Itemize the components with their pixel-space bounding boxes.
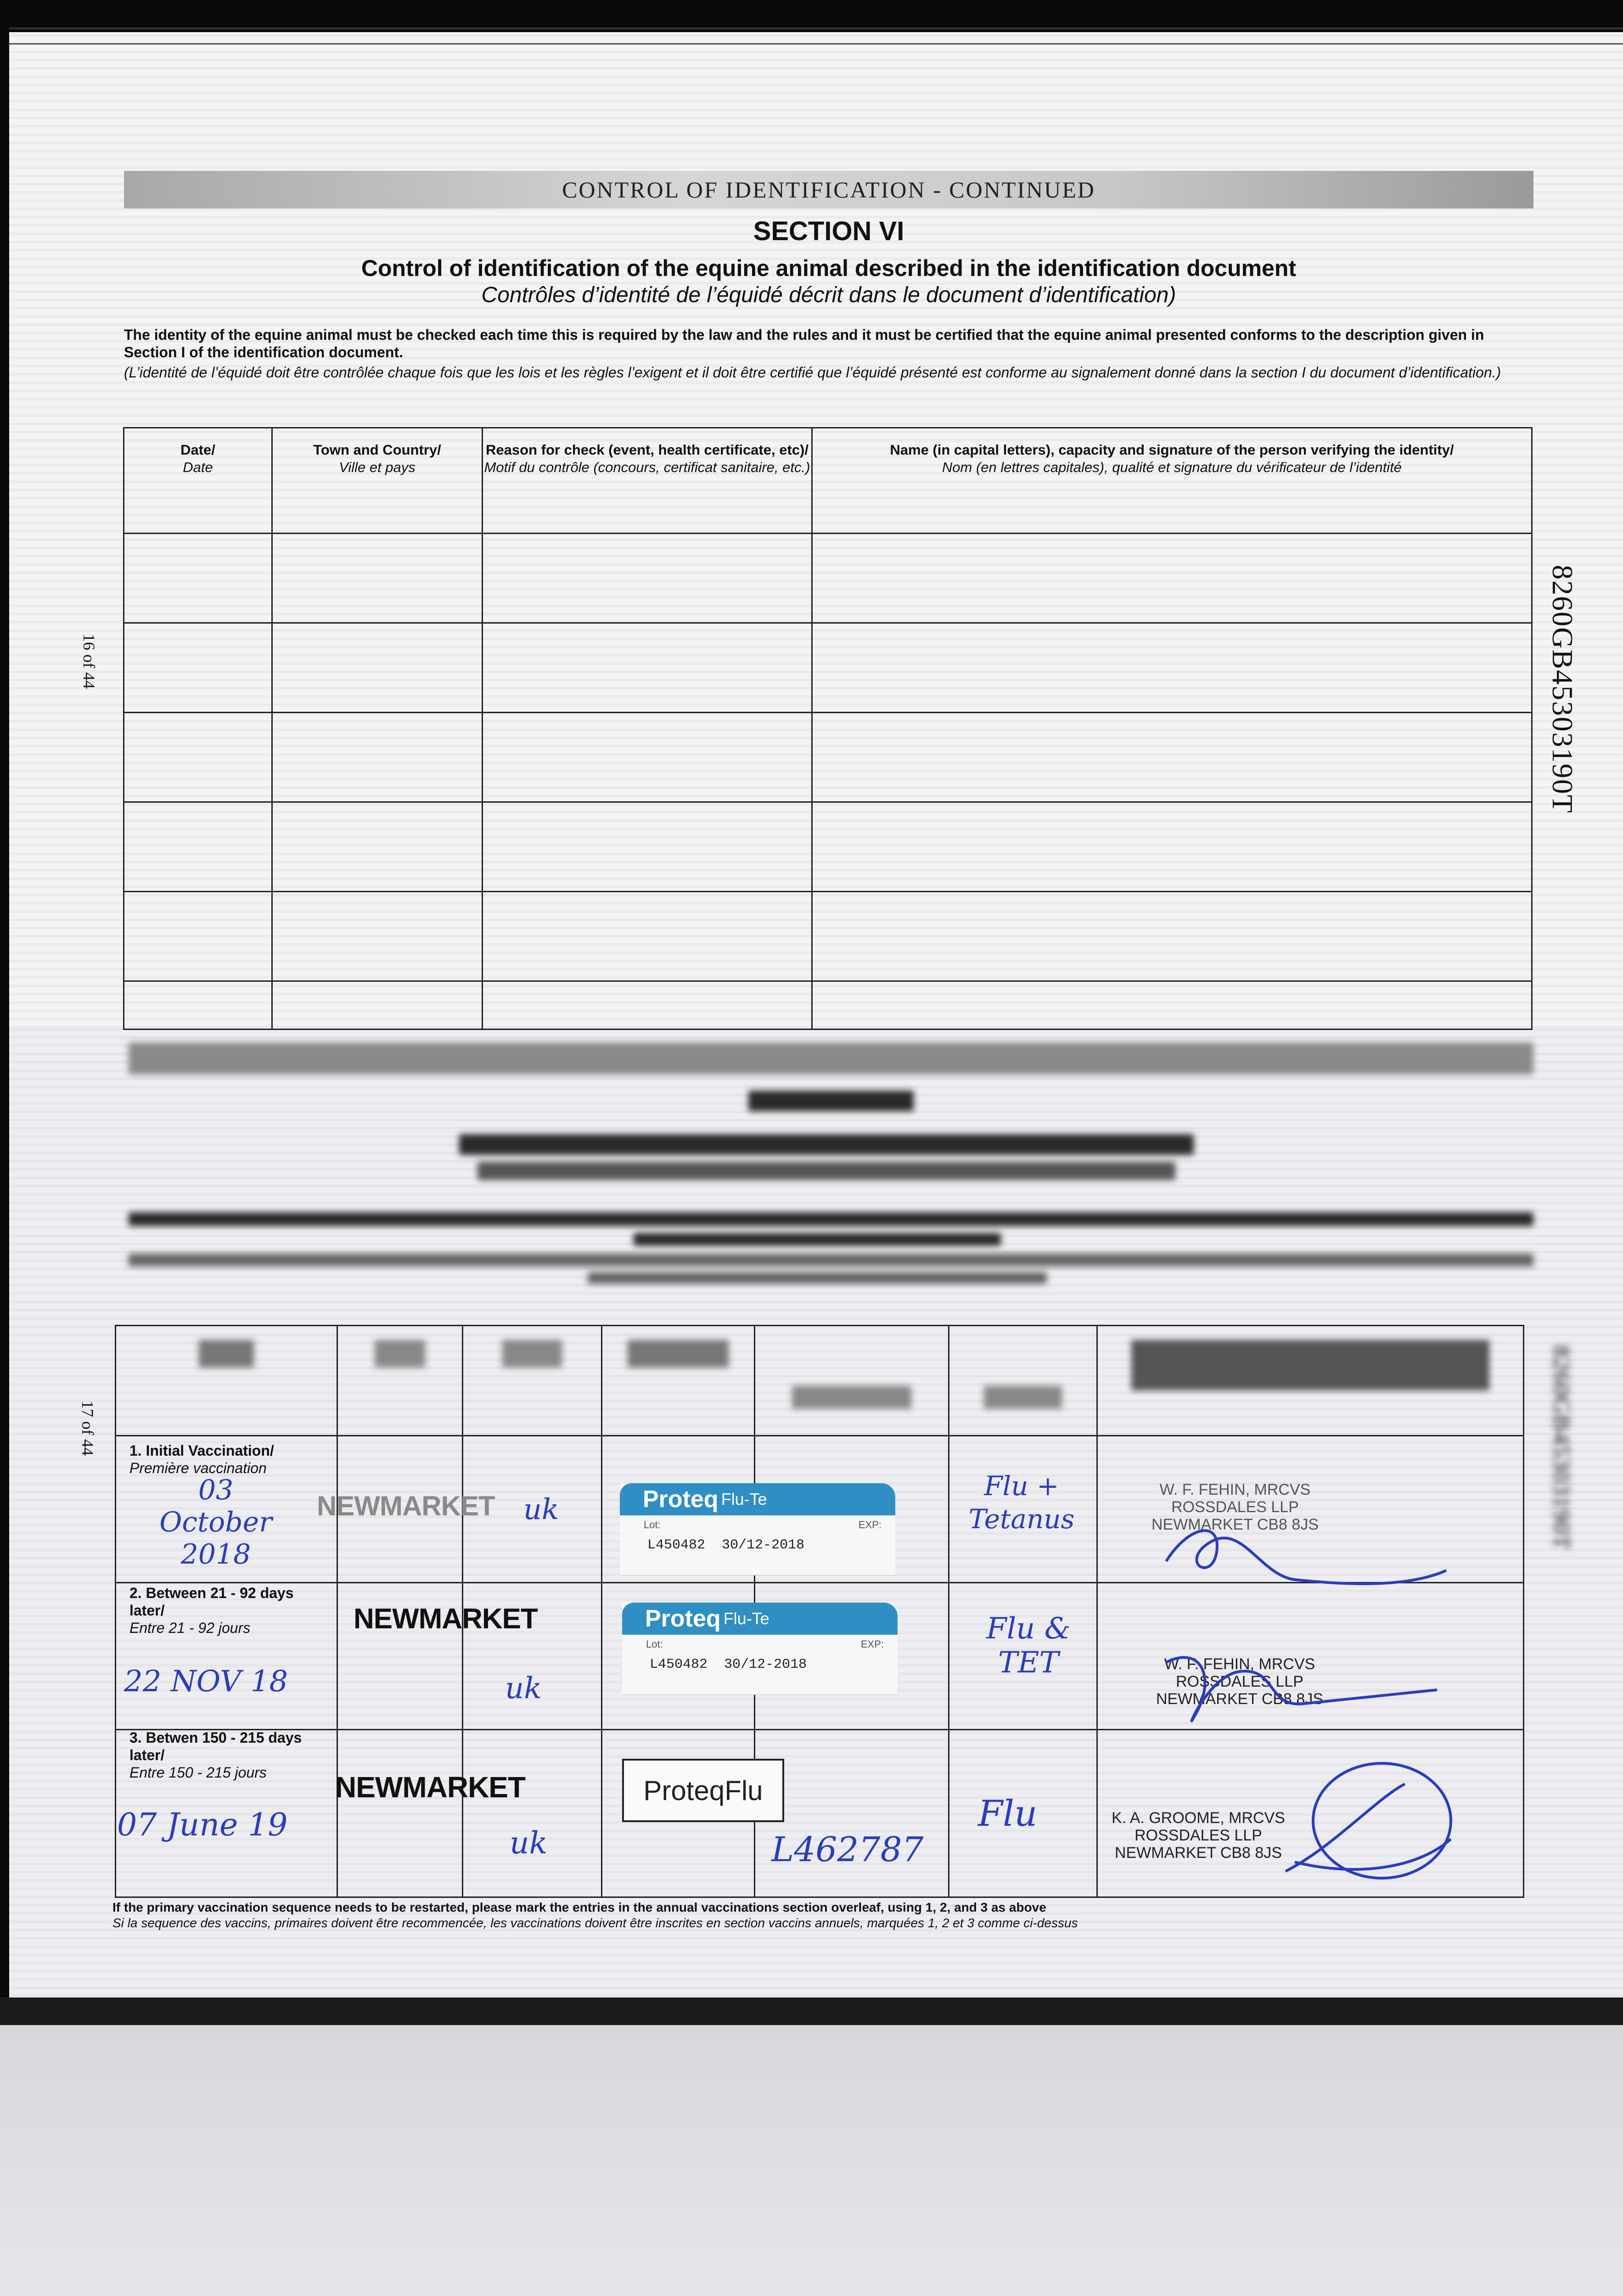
col-town-header: Town and Country/ Ville et pays bbox=[272, 428, 483, 534]
row-1-place: NEWMARKET bbox=[317, 1491, 495, 1521]
row-2-date: 22 NOV 18 bbox=[124, 1665, 288, 1699]
row-1-country: uk bbox=[523, 1492, 559, 1526]
heading-fr: Contrôles d’identité de l’équidé décrit dans le document d’identification) bbox=[481, 283, 1176, 307]
vac-header-row bbox=[116, 1326, 1524, 1436]
row-1-label: 1. Initial Vaccination/ Première vaccination bbox=[129, 1442, 274, 1476]
heading-en: Control of identification of the equine animal described in the identification document bbox=[361, 255, 1297, 281]
intro-fr: (L’identité de l’équidé doit être contrôlée chaque fois que les lois et les règles l’exigent et il doit être certifié que l’équidé présenté est conforme au signalement donné dans la section I du document d’identification.) bbox=[124, 364, 1501, 381]
section-banner bbox=[124, 171, 1533, 208]
row-2-vaccine-sticker: Proteq Flu-Te Lot: EXP: L450482 30/12-2018 bbox=[622, 1603, 898, 1694]
table-row bbox=[124, 623, 1532, 713]
row-2-place: NEWMARKET bbox=[354, 1603, 538, 1635]
blurred-header bbox=[129, 1042, 1533, 1300]
row-2-lot: L450482 30/12-2018 bbox=[650, 1657, 807, 1672]
col-date-header: Date/ Date bbox=[124, 428, 272, 534]
banner-title: CONTROL OF IDENTIFICATION - CONTINUED bbox=[562, 177, 1095, 203]
row-1-date: 03 October 2018 bbox=[159, 1474, 272, 1570]
row-3-vet-stamp: K. A. GROOME, MRCVS ROSSDALES LLP NEWMARKET CB8 8JS bbox=[1112, 1809, 1285, 1862]
table-row bbox=[124, 981, 1532, 1030]
row-2-vet-stamp: W. F. FEHIN, MRCVS ROSSDALES LLP NEWMARKET CB8 8JS bbox=[1156, 1655, 1323, 1708]
binding-edge bbox=[9, 28, 1623, 45]
row-1-lot: L450482 30/12-2018 bbox=[647, 1537, 805, 1553]
footnote-fr: Si la sequence des vaccins, primaires doivent être recommencée, les vaccinations doivent être inscrites en section vaccins annuels, marquées 1, 2 et 3 comme ci-dessus bbox=[112, 1916, 1078, 1930]
col-reason-header: Reason for check (event, health certificate, etc)/ Motif du contrôle (concours, certificat sanitaire, etc.) bbox=[483, 428, 812, 534]
row-3-place: NEWMARKET bbox=[335, 1771, 526, 1804]
table-row bbox=[124, 892, 1532, 981]
row-3-signature bbox=[1276, 1756, 1469, 1903]
row-3-date: 07 June 19 bbox=[117, 1807, 288, 1843]
row-2-disease: Flu & TET bbox=[986, 1612, 1071, 1680]
row-1-signature bbox=[1148, 1511, 1469, 1603]
row-2-country: uk bbox=[505, 1671, 542, 1705]
row-3-label: 3. Betwen 150 - 215 days later/ Entre 150 - 215 jours bbox=[129, 1729, 302, 1781]
passport-serial: 8260GB45303190T bbox=[1546, 565, 1579, 814]
table-header-row bbox=[124, 428, 1532, 534]
row-3-country: uk bbox=[510, 1825, 548, 1861]
table-row bbox=[124, 802, 1532, 892]
row-3-batch: L462787 bbox=[771, 1830, 924, 1869]
page-number-upper: 16 of 44 bbox=[80, 634, 98, 689]
page-number-lower: 17 of 44 bbox=[79, 1401, 97, 1456]
row-3-vaccine-stamp: ProteqFlu bbox=[622, 1759, 784, 1822]
row-1-vaccine-sticker: Proteq Flu-Te Lot: EXP: L450482 30/12-2018 bbox=[620, 1483, 895, 1575]
intro-en: The identity of the equine animal must be checked each time this is required by the law and the rules and it must be certified that the equine animal presented conforms to the description given in Section I of the identification document. bbox=[124, 326, 1484, 360]
row-1-disease: Flu + Tetanus bbox=[968, 1470, 1075, 1535]
row-3-disease: Flu bbox=[978, 1793, 1038, 1835]
table-row bbox=[124, 534, 1532, 623]
identity-check-table bbox=[123, 427, 1533, 1030]
table-row bbox=[124, 713, 1532, 802]
passport-serial-lower: 8260GB45303190T bbox=[1548, 1345, 1574, 1550]
scanner-background bbox=[0, 1998, 1623, 2296]
section-title: SECTION VI bbox=[753, 216, 904, 246]
row-2-label: 2. Between 21 - 92 days later/ Entre 21 - 92 jours bbox=[129, 1585, 294, 1636]
col-verifier-header: Name (in capital letters), capacity and signature of the person verifying the identity/ Nom (en lettres capitales), qualité et signature du vérificateur de l’identité bbox=[812, 428, 1532, 534]
footnote-en: If the primary vaccination sequence needs to be restarted, please mark the entries in the annual vaccinations section overleaf, using 1, 2, and 3 as above bbox=[112, 1900, 1046, 1914]
row-2-signature bbox=[1139, 1635, 1460, 1750]
row-1-vet-stamp: W. F. FEHIN, MRCVS ROSSDALES LLP NEWMARKET CB8 8JS bbox=[1151, 1481, 1319, 1533]
